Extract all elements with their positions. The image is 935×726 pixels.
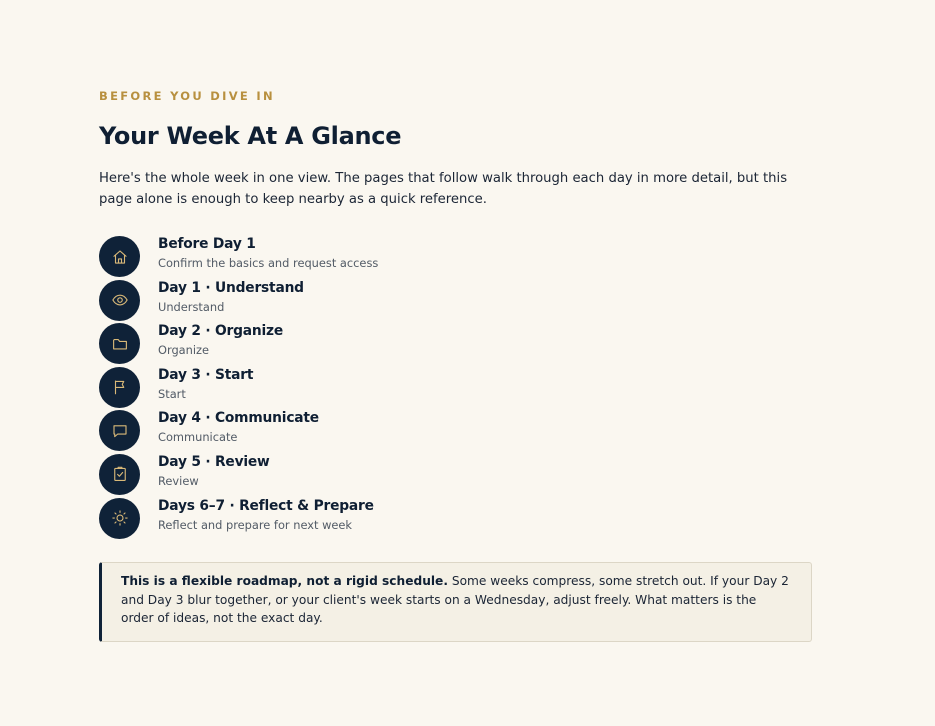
callout-strong-text: This is a flexible roadmap, not a rigid schedule. bbox=[121, 574, 448, 589]
schedule-item-day-1 bbox=[99, 280, 792, 324]
schedule-item-description: Confirm the basics and request access bbox=[158, 256, 379, 270]
schedule-item-title: Day 2 · Organize bbox=[158, 323, 284, 340]
flag-icon bbox=[99, 367, 140, 408]
schedule-item-description: Reflect and prepare for next week bbox=[158, 517, 353, 532]
schedule-item-description: Start bbox=[158, 386, 186, 401]
schedule-item-title: Day 4 · Communicate bbox=[158, 410, 319, 427]
page-content bbox=[99, 89, 792, 642]
schedule-item-day-2 bbox=[99, 323, 792, 367]
schedule-item-day-3 bbox=[99, 367, 792, 411]
chat-bubble-icon bbox=[99, 410, 140, 451]
eye-icon bbox=[99, 280, 140, 321]
schedule-item-title: Days 6–7 · Reflect & Prepare bbox=[158, 497, 374, 514]
schedule-item-description: Review bbox=[158, 473, 199, 488]
eyebrow-label: BEFORE YOU DIVE IN bbox=[99, 89, 275, 103]
schedule-item-day-5 bbox=[99, 454, 792, 498]
flexible-roadmap-callout bbox=[99, 562, 812, 642]
callout-body-text: Some weeks compress, some stretch out. If your Day 2 and Day 3 blur together, or your client's week starts on a Wednesday, adjust freely. What matters is the order of ideas, not the exact day. bbox=[121, 574, 789, 626]
home-icon bbox=[99, 236, 140, 277]
week-schedule-list bbox=[99, 236, 792, 541]
page-title: Your Week At A Glance bbox=[99, 122, 402, 150]
schedule-item-title: Day 1 · Understand bbox=[158, 279, 304, 296]
schedule-item-title: Day 5 · Review bbox=[158, 453, 270, 470]
schedule-item-description: Communicate bbox=[158, 430, 238, 445]
sun-icon bbox=[99, 498, 140, 539]
schedule-item-description: Understand bbox=[158, 299, 225, 314]
schedule-item-title: Day 3 · Start bbox=[158, 366, 254, 383]
folder-icon bbox=[99, 323, 140, 364]
schedule-item-day-4 bbox=[99, 410, 792, 454]
schedule-item-before-day-1 bbox=[99, 236, 792, 280]
schedule-item-description: Organize bbox=[158, 343, 210, 358]
schedule-item-title: Before Day 1 bbox=[158, 236, 256, 252]
clipboard-check-icon bbox=[99, 454, 140, 495]
intro-paragraph: Here's the whole week in one view. The pages that follow walk through each day in more detail, but this page alone is enough to keep nearby as a quick reference. bbox=[99, 171, 788, 207]
schedule-item-days-6-7 bbox=[99, 498, 792, 542]
